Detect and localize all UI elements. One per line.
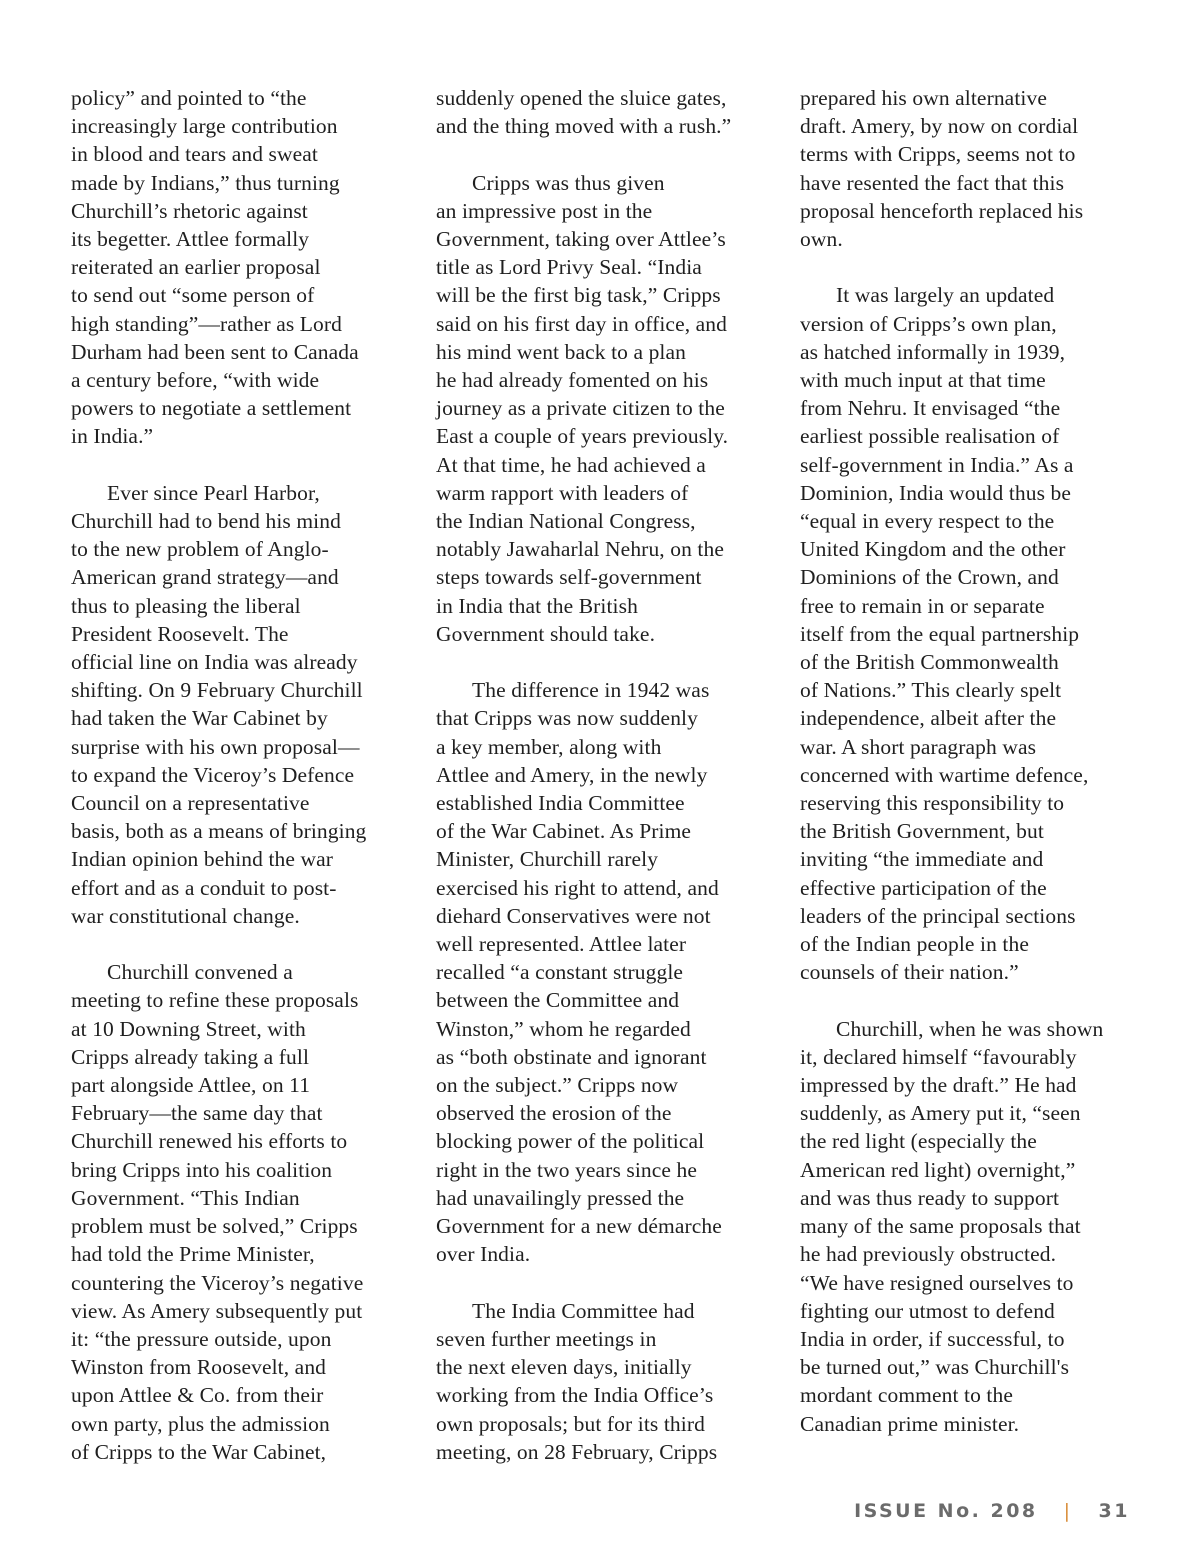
text-line: own proposals; but for its third [436,1411,705,1436]
text-line: had told the Prime Minister, [71,1242,315,1267]
text-line: Council on a representative [71,791,310,816]
text-line: as hatched informally in 1939, [800,339,1066,364]
text-line: said on his first day in office, and [436,311,728,336]
text-line: basis, both as a means of bringing [71,819,367,844]
text-line: Dominion, India would thus be [800,480,1072,505]
text-line: meeting to refine these proposals [71,988,359,1013]
text-line: own party, plus the admission [71,1411,330,1436]
text-line: self-government in India.” As a [800,452,1074,477]
text-line: established India Committee [436,791,685,816]
text-line: recalled “a constant struggle [436,960,684,985]
text-line: Minister, Churchill rarely [436,847,659,872]
paragraph [71,958,407,1466]
text-line: seven further meetings in [436,1326,657,1351]
text-line: to the new problem of Anglo- [71,537,329,562]
text-line: “We have resigned ourselves to [800,1270,1074,1295]
footer-separator: | [1063,1500,1073,1522]
text-line: he had previously obstructed. [800,1242,1057,1267]
text-line: inviting “the immediate and [800,847,1044,872]
text-line: impressed by the draft.” He had [800,1073,1077,1098]
text-line: the red light (especially the [800,1129,1037,1154]
text-line: President Roosevelt. The [71,621,289,646]
paragraph [436,1297,772,1466]
text-line: an impressive post in the [436,198,653,223]
text-line: draft. Amery, by now on cordial [800,114,1079,139]
text-line: from Nehru. It envisaged “the [800,396,1061,421]
text-line: over India. [436,1242,531,1267]
text-line: he had already fomented on his [436,368,709,393]
text-line: between the Committee and [436,988,680,1013]
text-line: Churchill’s rhetoric against [71,198,308,223]
text-line: shifting. On 9 February Churchill [71,678,363,703]
text-line: counsels of their nation.” [800,960,1019,985]
text-line: mordant comment to the [800,1383,1013,1408]
text-line: notably Jawaharlal Nehru, on the [436,537,724,562]
text-line: It was largely an updated [836,283,1055,308]
text-line: effort and as a conduit to post- [71,875,337,900]
text-line: will be the first big task,” Cripps [436,283,721,308]
text-line: on the subject.” Cripps now [436,1073,679,1098]
text-line: at 10 Downing Street, with [71,1016,306,1041]
text-line: thus to pleasing the liberal [71,593,301,618]
text-line: Attlee and Amery, in the newly [436,762,708,787]
text-line: Churchill had to bend his mind [71,509,341,534]
text-line: that Cripps was now suddenly [436,706,698,731]
text-line: problem must be solved,” Cripps [71,1214,358,1239]
text-line: observed the erosion of the [436,1101,672,1126]
paragraph [800,1015,1140,1438]
text-line: American grand strategy—and [71,565,339,590]
text-line: made by Indians,” thus turning [71,170,340,195]
text-line: title as Lord Privy Seal. “India [436,255,702,280]
text-line: powers to negotiate a settlement [71,396,352,421]
text-line: Ever since Pearl Harbor, [107,480,320,505]
text-line: At that time, he had achieved a [436,452,706,477]
text-line: version of Cripps’s own plan, [800,311,1057,336]
text-line: its begetter. Attlee formally [71,227,310,252]
text-line: The difference in 1942 was [472,678,710,703]
text-line: and the thing moved with a rush.” [436,114,732,139]
text-line: terms with Cripps, seems not to [800,142,1076,167]
text-line: Cripps already taking a full [71,1044,310,1069]
text-line: diehard Conservatives were not [436,903,711,928]
text-line: to expand the Viceroy’s Defence [71,762,355,787]
text-line: upon Attlee & Co. from their [71,1383,324,1408]
text-line: with much input at that time [800,368,1046,393]
text-line: exercised his right to attend, and [436,875,719,900]
text-line: a century before, “with wide [71,368,320,393]
text-line: as “both obstinate and ignorant [436,1044,707,1069]
text-line: in blood and tears and sweat [71,142,318,167]
text-line: India in order, if successful, to [800,1326,1065,1351]
text-line: working from the India Office’s [436,1383,714,1408]
text-line: own. [800,227,843,252]
text-line: Government should take. [436,621,656,646]
text-line: proposal henceforth replaced his [800,198,1084,223]
text-line: “equal in every respect to the [800,509,1055,534]
text-line: of Cripps to the War Cabinet, [71,1439,327,1464]
text-line: Dominions of the Crown, and [800,565,1059,590]
paragraph [436,676,772,1268]
text-line: well represented. Attlee later [436,932,687,957]
paragraph [71,84,407,451]
text-line: many of the same proposals that [800,1214,1081,1239]
text-line: itself from the equal partnership [800,621,1080,646]
text-line: be turned out,” was Churchill's [800,1355,1070,1380]
text-line: official line on India was already [71,650,358,675]
text-line: of Nations.” This clearly spelt [800,678,1062,703]
text-line: February—the same day that [71,1101,323,1126]
text-line: part alongside Attlee, on 11 [71,1073,311,1098]
text-line: of the British Commonwealth [800,650,1059,675]
text-line: Cripps was thus given [472,170,665,195]
text-column-2 [436,84,772,1494]
text-line: The India Committee had [472,1298,695,1323]
text-line: warm rapport with leaders of [436,480,689,505]
text-line: bring Cripps into his coalition [71,1157,333,1182]
text-line: it: “the pressure outside, upon [71,1326,332,1351]
text-line: countering the Viceroy’s negative [71,1270,364,1295]
paragraph [436,169,772,648]
text-line: war. A short paragraph was [800,734,1037,759]
text-column-3 [800,84,1140,1466]
text-line: policy” and pointed to “the [71,86,307,110]
text-line: Indian opinion behind the war [71,847,334,872]
text-line: suddenly, as Amery put it, “seen [800,1101,1081,1126]
text-column-1 [71,84,407,1494]
text-line: of the War Cabinet. As Prime [436,819,692,844]
text-line: meeting, on 28 February, Cripps [436,1439,718,1464]
text-line: have resented the fact that this [800,170,1065,195]
text-line: had unavailingly pressed the [436,1185,685,1210]
text-line: in India that the British [436,593,638,618]
page-number: 31 [1098,1500,1130,1522]
text-line: had taken the War Cabinet by [71,706,328,731]
text-line: Canadian prime minister. [800,1411,1020,1436]
paragraph [800,281,1140,986]
text-line: suddenly opened the sluice gates, [436,86,727,110]
text-line: Winston,” whom he regarded [436,1016,691,1041]
text-line: in India.” [71,424,154,449]
paragraph [800,84,1140,253]
text-line: view. As Amery subsequently put [71,1298,363,1323]
text-line: a key member, along with [436,734,662,759]
text-line: the British Government, but [800,819,1044,844]
text-line: effective participation of the [800,875,1047,900]
text-line: the Indian National Congress, [436,509,696,534]
page-footer [854,1500,1130,1522]
text-line: high standing”—rather as Lord [71,311,342,336]
text-line: Churchill, when he was shown [836,1016,1104,1041]
text-line: blocking power of the political [436,1129,705,1154]
text-line: surprise with his own proposal— [71,734,360,759]
text-line: East a couple of years previously. [436,424,729,449]
paragraph [71,479,407,930]
text-line: and was thus ready to support [800,1185,1060,1210]
text-line: Government, taking over Attlee’s [436,227,726,251]
text-line: journey as a private citizen to the [436,396,725,421]
text-line: Durham had been sent to Canada [71,339,359,364]
text-line: Churchill renewed his efforts to [71,1129,348,1154]
text-line: prepared his own alternative [800,86,1047,110]
text-line: increasingly large contribution [71,114,338,139]
text-line: war constitutional change. [71,903,300,928]
text-line: the next eleven days, initially [436,1355,692,1380]
text-line: Government for a new démarche [436,1214,722,1239]
issue-label: ISSUE No. 208 [854,1500,1038,1522]
text-line: leaders of the principal sections [800,903,1076,928]
paragraph [436,84,772,140]
text-line: his mind went back to a plan [436,339,686,364]
text-line: reiterated an earlier proposal [71,255,321,280]
text-line: Churchill convened a [107,960,293,985]
text-line: independence, albeit after the [800,706,1057,731]
text-line: Winston from Roosevelt, and [71,1355,327,1380]
text-line: fighting our utmost to defend [800,1298,1055,1323]
text-line: United Kingdom and the other [800,537,1066,562]
text-line: to send out “some person of [71,283,315,308]
text-line: steps towards self-government [436,565,702,590]
text-line: Government. “This Indian [71,1185,300,1210]
text-line: of the Indian people in the [800,932,1029,957]
text-line: earliest possible realisation of [800,424,1060,449]
text-line: free to remain in or separate [800,593,1045,618]
text-line: reserving this responsibility to [800,791,1065,816]
text-line: it, declared himself “favourably [800,1044,1077,1069]
text-line: American red light) overnight,” [800,1157,1076,1182]
text-line: right in the two years since he [436,1157,698,1182]
text-line: concerned with wartime defence, [800,762,1089,787]
